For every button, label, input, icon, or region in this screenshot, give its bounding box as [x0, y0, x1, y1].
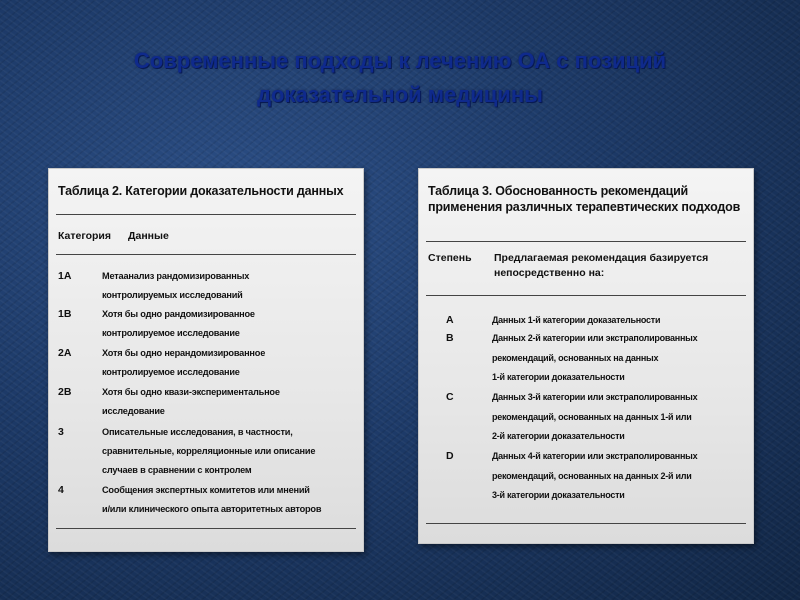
table-2-code: 1B — [58, 308, 72, 320]
table-3-description — [492, 447, 697, 506]
table-3-bottom-rule — [426, 523, 746, 524]
table-2-header-category: Категория — [58, 230, 112, 242]
table-2-description-line: Хотя бы одно нерандомизированное — [102, 348, 266, 358]
table-3-description-line: Данных 2-й категории или экстраполированных — [492, 333, 698, 343]
table-3-description-line: Данных 3-й категории или экстраполированных — [492, 392, 698, 402]
table-2-code: 1A — [58, 270, 72, 282]
table-2-title: Таблица 2. Категории доказательности данных — [58, 184, 344, 198]
table-3-grade: D — [446, 450, 454, 462]
table-3-grade: C — [446, 391, 454, 403]
slide-title-line-1: Современные подходы к лечению ОА с позиций — [133, 48, 667, 73]
slide-title — [40, 44, 760, 112]
table-2-description-line: контролируемых исследований — [102, 290, 243, 300]
table-2-code: 2A — [58, 347, 72, 359]
slide-title-line-2: доказательной медицины — [257, 82, 543, 107]
table-3-header-rule — [426, 295, 746, 296]
table-2-panel — [48, 168, 364, 552]
table-2-description — [102, 423, 315, 480]
table-3-description — [492, 388, 697, 447]
table-3-description-line: рекомендаций, основанных на данных — [492, 352, 659, 363]
table-2-description — [102, 267, 249, 305]
table-2-code: 4 — [58, 484, 64, 496]
table-2-description-line: контролируемое исследование — [102, 367, 240, 377]
table-3-header-recommendation-line-2: непосредственно на: — [494, 267, 605, 279]
table-3-title-line-2: применения различных терапевтических подходов — [428, 200, 741, 214]
table-3-header-recommendation-line-1: Предлагаемая рекомендация базируется — [494, 252, 709, 264]
table-2-header-rule — [56, 254, 356, 255]
table-2-bottom-rule — [56, 528, 356, 529]
table-2-description-line: Описательные исследования, в частности, — [102, 427, 293, 437]
table-2-description — [102, 344, 265, 382]
table-3-grade: B — [446, 332, 454, 344]
table-2-header-data: Данные — [128, 230, 169, 242]
table-3-description-line: рекомендаций, основанных на данных 2-й или — [492, 470, 692, 481]
table-3-title-line-1: Таблица 3. Обоснованность рекомендаций — [428, 184, 689, 198]
table-2-description — [102, 383, 280, 421]
table-3-description-line: Данных 1-й категории доказательности — [492, 315, 661, 325]
table-3-grade: A — [446, 314, 454, 326]
table-3-description — [492, 329, 697, 388]
table-3-description-line: Данных 4-й категории или экстраполированных — [492, 451, 698, 461]
table-3-header-grade: Степень — [428, 252, 472, 264]
table-2-description-line: контролируемое исследование — [102, 328, 240, 338]
table-2-description-line: исследование — [102, 406, 165, 416]
table-2-description-line: Хотя бы одно рандомизированное — [102, 309, 255, 319]
table-3-description-line: 2-й категории доказательности — [492, 431, 625, 441]
table-2-code: 3 — [58, 426, 64, 438]
table-2-description-line: и/или клинического опыта авторитетных авторов — [102, 504, 322, 514]
table-2-description-line: Хотя бы одно квази-экспериментальное — [102, 387, 280, 397]
table-3-description — [492, 311, 660, 331]
table-3-description-line: рекомендаций, основанных на данных 1-й или — [492, 411, 692, 422]
table-2-top-rule — [56, 214, 356, 215]
table-3-title — [428, 183, 740, 215]
table-3-header-recommendation — [494, 251, 708, 281]
table-2-description-line: случаев в сравнении с контролем — [102, 465, 252, 475]
table-2-description-line: Сообщения экспертных комитетов или мнений — [102, 485, 310, 495]
table-3-top-rule — [426, 241, 746, 242]
table-2-description-line: Метаанализ рандомизированных — [102, 271, 250, 281]
table-2-description — [102, 481, 321, 519]
table-2-description — [102, 305, 255, 343]
table-2-code: 2B — [58, 386, 72, 398]
table-3-description-line: 3-й категории доказательности — [492, 490, 625, 500]
table-3-panel — [418, 168, 754, 544]
table-2-description-line: сравнительные, корреляционные или описание — [102, 446, 316, 456]
table-3-description-line: 1-й категории доказательности — [492, 372, 625, 382]
